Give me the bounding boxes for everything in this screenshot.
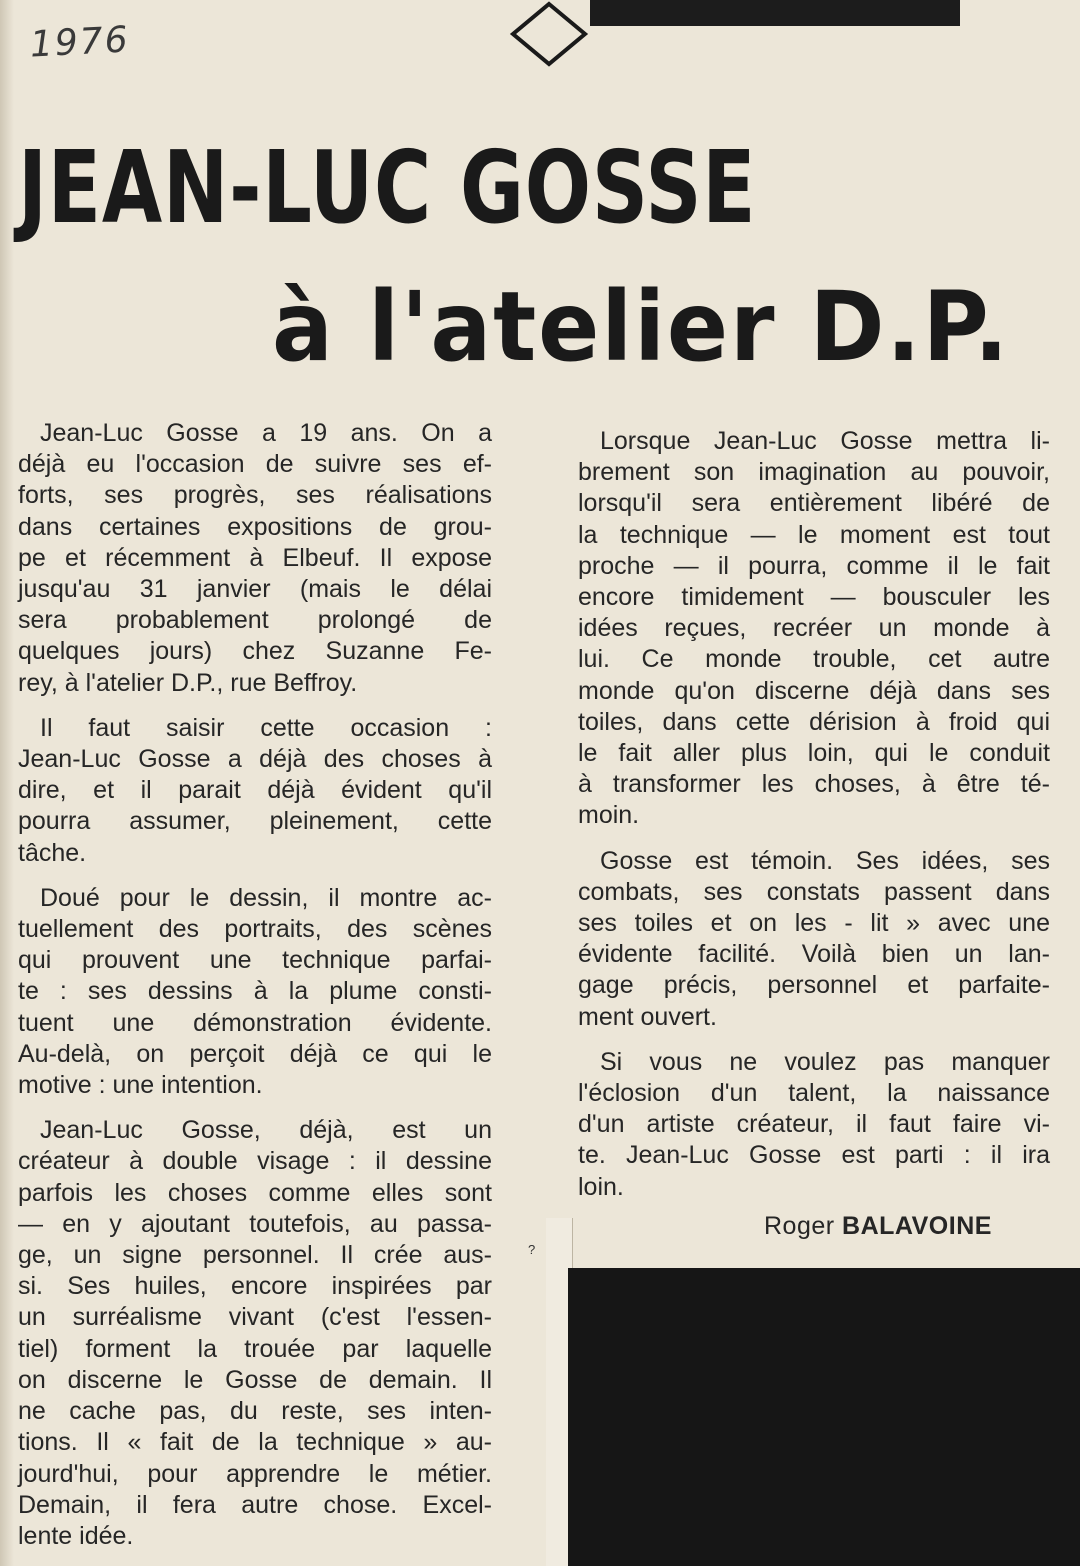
article-line: déjà eu l'occasion de suivre ses ef- — [18, 450, 492, 479]
article-line: tions. Il « fait de la technique » au- — [18, 1428, 492, 1457]
article-line: Doué pour le dessin, il montre ac- — [40, 883, 492, 912]
article-line: Jean-Luc Gosse a 19 ans. On a — [40, 419, 492, 447]
article-line: encore timidement — bousculer les — [578, 583, 1050, 612]
article-line: parfois les choses comme elles sont — [18, 1178, 492, 1207]
article-line: forts, ses progrès, ses réalisations — [18, 481, 492, 510]
author-last-name: BALAVOINE — [842, 1212, 992, 1240]
article-line: te. Jean-Luc Gosse est parti : il ira — [578, 1141, 1050, 1170]
article-line: dans certaines expositions de grou- — [18, 512, 492, 541]
black-background-bottom — [568, 1268, 1080, 1566]
torn-edge-mark: ? — [528, 1242, 536, 1257]
article-left-column — [18, 418, 492, 1566]
article-paragraph — [578, 426, 1050, 832]
article-line: lui. Ce monde trouble, cet autre — [578, 645, 1050, 674]
article-line: combats, ses constats passent dans — [578, 877, 1050, 906]
article-line: moin. — [578, 801, 640, 830]
article-line: jourd'hui, pour apprendre le métier. — [18, 1459, 492, 1488]
article-line: évidente facilité. Voilà bien un lan- — [578, 940, 1050, 969]
article-line: ses toiles et on les - lit » avec une — [578, 909, 1050, 938]
article-line: brement son imagination au pouvoir, — [578, 458, 1050, 487]
article-line: d'un artiste créateur, il faut faire vi- — [578, 1110, 1050, 1139]
article-line: lorsqu'il sera entièrement libéré de — [578, 489, 1050, 518]
article-line: créateur à double visage : il dessine — [18, 1147, 492, 1176]
article-line: Demain, il fera autre chose. Excel- — [18, 1490, 492, 1519]
article-line: qui prouvent une technique parfai- — [18, 946, 492, 975]
article-line: motive : une intention. — [18, 1071, 263, 1100]
headline-name: JEAN-LUC GOSSE — [18, 129, 757, 246]
article-paragraph — [578, 846, 1050, 1033]
article-line: — en y ajoutant toutefois, au passa- — [18, 1209, 492, 1238]
article-paragraph — [18, 1115, 492, 1552]
article-line: ment ouvert. — [578, 1002, 717, 1031]
article-line: jusqu'au 31 janvier (mais le délai — [18, 575, 492, 604]
black-background-top — [590, 0, 960, 26]
article-right-column — [578, 426, 1050, 1217]
article-line: loin. — [578, 1172, 624, 1201]
article-line: le fait aller plus loin, qui le conduit — [578, 739, 1050, 768]
author-first-name: Roger — [764, 1212, 835, 1240]
article-line: Il faut saisir cette occasion : — [40, 713, 492, 742]
article-line: Au-delà, on perçoit déjà ce qui le — [18, 1039, 492, 1068]
article-line: Jean-Luc Gosse, déjà, est un — [40, 1116, 492, 1145]
article-paragraph — [18, 418, 492, 699]
article-line: Si vous ne voulez pas manquer — [600, 1047, 1050, 1076]
handwritten-year: 1976 — [28, 19, 131, 66]
article-line: rey, à l'atelier D.P., rue Beffroy. — [18, 668, 358, 697]
article-line: monde qu'on discerne déjà dans ses — [578, 676, 1050, 705]
article-line: un surréalisme vivant (c'est l'essen- — [18, 1303, 492, 1332]
article-line: quelques jours) chez Suzanne Fe- — [18, 637, 492, 666]
article-line: pe et récemment à Elbeuf. Il expose — [18, 543, 492, 572]
article-line: si. Ses huiles, encore inspirées par — [18, 1272, 492, 1301]
headline-subtitle: à l'atelier D.P. — [272, 271, 1011, 383]
article-line: tiel) forment la trouée par laquelle — [18, 1334, 492, 1363]
article-line: à transformer les choses, à être té- — [578, 770, 1050, 799]
article-line: gage précis, personnel et parfaite- — [578, 971, 1050, 1000]
article-line: lente idée. — [18, 1521, 134, 1550]
article-line: dire, et il parait déjà évident qu'il — [18, 776, 492, 805]
article-paragraph — [18, 883, 492, 1101]
article-line: Lorsque Jean-Luc Gosse mettra li- — [600, 427, 1050, 455]
article-line: on discerne le Gosse de demain. Il — [18, 1365, 492, 1394]
author-signature — [764, 1212, 1024, 1241]
article-line: pourra assumer, pleinement, cette — [18, 807, 492, 836]
article-line: tuellement des portraits, des scènes — [18, 915, 492, 944]
article-line: l'éclosion d'un talent, la naissance — [578, 1079, 1050, 1108]
article-line: sera probablement prolongé de — [18, 606, 492, 635]
article-line: ne cache pas, du reste, ses inten- — [18, 1397, 492, 1426]
diamond-ornament-icon — [509, 0, 589, 70]
article-line: proche — il pourra, comme il le fait — [578, 551, 1050, 580]
article-line: Gosse est témoin. Ses idées, ses — [600, 846, 1050, 875]
article-line: tâche. — [18, 838, 87, 867]
article-line: toiles, dans cette dérision à froid qui — [578, 707, 1050, 736]
article-line: tuent une démonstration évidente. — [18, 1008, 492, 1037]
article-line: Jean-Luc Gosse a déjà des choses à — [18, 745, 492, 774]
article-line: te : ses dessins à la plume consti- — [18, 977, 492, 1006]
article-paragraph — [578, 1047, 1050, 1203]
article-paragraph — [18, 713, 492, 869]
article-line: ge, un signe personnel. Il crée aus- — [18, 1241, 492, 1270]
article-line: idées reçues, recréer un monde à — [578, 614, 1050, 643]
article-line: la technique — le moment est tout — [578, 520, 1050, 549]
scan-edge-shadow — [0, 0, 14, 1566]
